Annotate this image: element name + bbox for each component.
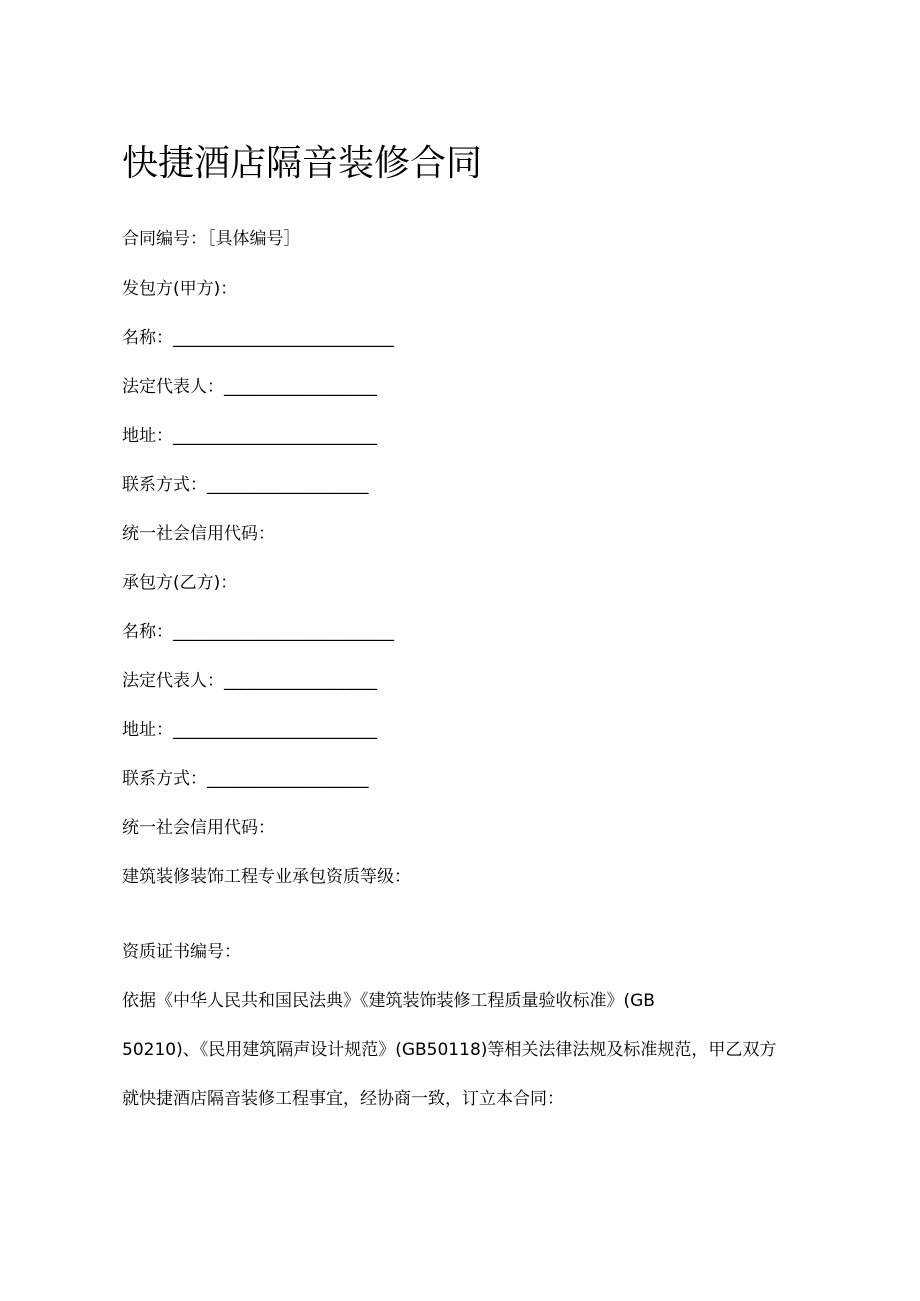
preamble-line-1: 依据《中华人民共和国民法典》《建筑装饰装修工程质量验收标准》(GB — [122, 991, 655, 1011]
party-b-address-field: 地址：________________________ — [122, 720, 377, 740]
contract-number: 合同编号：［具体编号］ — [122, 229, 301, 249]
party-a-address-field: 地址：________________________ — [122, 426, 377, 446]
party-a-rep-field: 法定代表人：__________________ — [122, 377, 377, 397]
party-b-certificate-number: 资质证书编号： — [122, 942, 241, 962]
party-b-contact-field: 联系方式：___________________ — [122, 769, 369, 789]
party-a-credit-code: 统一社会信用代码： — [122, 524, 275, 544]
preamble-line-2: 50210)、《民用建筑隔声设计规范》(GB50118)等相关法律法规及标准规范，甲乙双方 — [122, 1040, 777, 1060]
party-b-qualification-level: 建筑装修装饰工程专业承包资质等级： — [122, 867, 411, 887]
party-a-name-field: 名称：__________________________ — [122, 328, 394, 348]
party-a-heading: 发包方(甲方)： — [122, 279, 238, 299]
party-b-credit-code: 统一社会信用代码： — [122, 818, 275, 838]
preamble-line-3: 就快捷酒店隔音装修工程事宜，经协商一致，订立本合同： — [122, 1089, 564, 1109]
page-title: 快捷酒店隔音装修合同 — [122, 143, 483, 184]
party-a-contact-field: 联系方式：___________________ — [122, 475, 369, 495]
party-b-heading: 承包方(乙方)： — [122, 573, 238, 593]
party-b-rep-field: 法定代表人：__________________ — [122, 671, 377, 691]
party-b-name-field: 名称：__________________________ — [122, 622, 394, 642]
